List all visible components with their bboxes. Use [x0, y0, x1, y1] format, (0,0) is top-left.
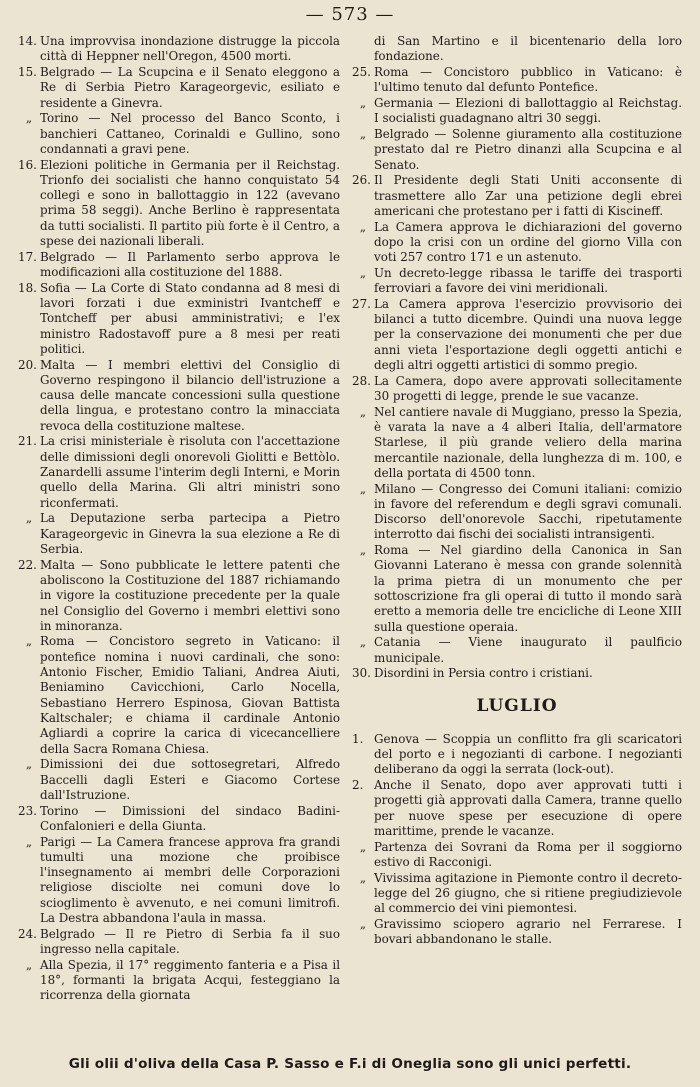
chronicle-entry: [352, 127, 682, 173]
entry-text: Germania — Elezioni di ballottaggio al Reichstag. I socialisti guadagnano altri 30 seggi.: [374, 95, 682, 126]
entry-text: Torino — Dimissioni del sindaco Badini-Confalonieri e della Giunta.: [40, 803, 340, 833]
entry-day: 15.: [18, 64, 37, 79]
entry-text: di San Martino e il bicentenario della loro fondazione.: [374, 34, 682, 64]
chronicle-entry: [352, 220, 682, 266]
entry-text: Belgrado — Il re Pietro di Serbia fa il suo ingresso nella capitale.: [40, 926, 340, 956]
chronicle-entry: [352, 482, 682, 543]
entry-text: Genova — Scoppia un conflitto fra gli scaricatori del porto e i negozianti di carbone. I negozianti deliberano da oggi la serrata (lock-out).: [374, 731, 682, 777]
entry-text: Disordini in Persia contro i cristiani.: [374, 666, 593, 681]
entry-text: La Camera approva l'esercizio provvisorio dei bilanci a tutto dicembre. Quindi una nuova legge per la conservazione dei monumenti che per due anni vieta l'esportazione degli oggetti antichi e degli altri oggetti artistici di sommo pregio.: [374, 296, 682, 372]
entry-text: Una improvvisa inondazione distrugge la piccola città di Heppner nell'Oregon, 4500 morti.: [40, 34, 340, 64]
entry-text: La Camera, dopo avere approvati sollecitamente 30 progetti di legge, prende le sue vacanze.: [374, 373, 682, 403]
chronicle-entry: [18, 927, 340, 958]
chronicle-entry: [352, 65, 682, 96]
chronicle-entry: [18, 281, 340, 357]
entry-day: 17.: [18, 249, 37, 264]
entry-text: Belgrado — La Scupcina e il Senato eleggono a Re di Serbia Pietro Karageorgevic, esiliato e residente a Ginevra.: [40, 64, 340, 110]
entry-day-ditto: „: [25, 957, 33, 972]
entry-day-ditto: „: [359, 265, 367, 280]
entry-text: Belgrado — Il Parlamento serbo approva le modificazioni alla costituzione del 1888.: [40, 249, 340, 280]
entry-day: 1.: [352, 731, 364, 746]
chronicle-entry: [352, 96, 682, 127]
entry-day-ditto: „: [25, 757, 33, 772]
entry-text: Roma — Nel giardino della Canonica in San Giovanni Laterano è messa con grande solennità la prima pietra di un monumento che per sottoscrizione fra gli operai di tutto il mondo sarà eretto a memoria delle tre encicliche di Leone XIII sulla questione operaia.: [374, 543, 682, 634]
chronicle-entry: [18, 111, 340, 157]
entry-day: 2.: [352, 778, 364, 793]
entry-day-ditto: „: [359, 543, 367, 558]
chronicle-entry: [18, 434, 340, 510]
entry-text: Malta — Sono pubblicate le lettere patenti che aboliscono la Costituzione del 1887 richiamando in vigore la costituzione precedente per la quale nel Consiglio del Governo i membri elettivi sono in minoranza.: [40, 557, 340, 633]
chronicle-entry-continued: [352, 34, 682, 65]
chronicle-entry: [352, 173, 682, 219]
entry-text: La Camera approva le dichiarazioni del governo dopo la crisi con un ordine del giorno Villa con voti 257 contro 171 e un astenuto.: [374, 219, 682, 265]
entry-day: 20.: [18, 357, 37, 372]
entry-day-ditto: „: [25, 511, 33, 526]
entry-day: 23.: [18, 803, 37, 818]
entry-text: La Deputazione serba partecipa a Pietro Karageorgevic in Ginevra la sua elezione a Re di Serbia.: [40, 511, 340, 556]
chronicle-entry: [352, 297, 682, 373]
chronicle-entry: [18, 250, 340, 281]
chronicle-entry: [18, 34, 340, 65]
entry-text: Catania — Viene inaugurato il paulficio municipale.: [374, 635, 682, 665]
chronicle-entry: [18, 835, 340, 927]
entry-day-ditto: „: [359, 870, 367, 885]
entry-text: Vivissima agitazione in Piemonte contro il decreto-legge del 26 giugno, che si ritiene pregiudizievole al commercio dei vini piemontesi.: [374, 870, 682, 916]
entry-text: La crisi ministeriale è risoluta con l'accettazione delle dimissioni degli onorevoli Giolitti e Bettòlo. Zanardelli assume l'interim degli Interni, e Morin quello della Marina. Gli altri ministri sono riconfermati.: [40, 434, 340, 510]
entry-day-ditto: „: [359, 126, 367, 141]
entry-day-ditto: „: [359, 839, 367, 854]
entry-text: Roma — Concistoro pubblico in Vaticano: è l'ultimo tenuto dal defunto Pontefice.: [374, 64, 682, 95]
chronicle-entry: [18, 558, 340, 634]
entry-day: 30.: [352, 666, 371, 681]
entry-text: Milano — Congresso dei Comuni italiani: comizio in favore del referendum e degli sgravi comunali. Discorso dell'onorevole Sacchi, ripetutamente interrotto dai fischi dei socialisti intransigenti.: [374, 481, 682, 542]
page-number: — 573 —: [305, 4, 395, 25]
chronicle-entry: [352, 666, 682, 681]
right-column: [352, 34, 682, 948]
entry-text: Torino — Nel processo del Banco Sconto, i banchieri Cattaneo, Corinaldi e Gullino, sono condannati a gravi pene.: [40, 111, 340, 156]
entry-day: 27.: [352, 296, 371, 311]
entry-day-ditto: „: [25, 111, 33, 126]
entry-text: Partenza dei Sovrani da Roma per il soggiorno estivo di Racconigi.: [374, 839, 682, 869]
entry-day: 25.: [352, 64, 371, 79]
entry-day: 24.: [18, 926, 37, 941]
chronicle-entry: [352, 635, 682, 666]
entry-text: Parigi — La Camera francese approva fra grandi tumulti una mozione che proibisce l'insegnamento ai membri delle Corporazioni religiose disciolte nei comuni dove lo scioglimento è avvenuto, e nei comuni limitrofi. La Destra abbandona l'aula in massa.: [40, 834, 340, 925]
entry-text: Alla Spezia, il 17° reggimento fanteria e a Pisa il 18°, formanti la brigata Acqui, festeggiano la ricorrenza della giornata: [40, 957, 340, 1003]
entry-day-ditto: „: [25, 834, 33, 849]
chronicle-entry: [352, 266, 682, 297]
entry-text: Belgrado — Solenne giuramento alla costituzione prestato dal re Pietro dinanzi alla Scupcina e al Senato.: [374, 126, 682, 172]
entry-day: 28.: [352, 373, 371, 388]
entry-day-ditto: „: [359, 219, 367, 234]
chronicle-entry: [352, 374, 682, 405]
entry-day-ditto: „: [359, 916, 367, 931]
chronicle-entry: [352, 732, 682, 778]
footer-advertisement: Gli olii d'oliva della Casa P. Sasso e F.i di Oneglia sono gli unici perfetti.: [68, 1056, 632, 1072]
chronicle-entry: [18, 958, 340, 1004]
entry-text: Nel cantiere navale di Muggiano, presso la Spezia, è varata la nave a 4 alberi Italia, dell'armatore Starlese, il più grande veliero della marina mercantile nazionale, della lunghezza di m. 100, e della portata di 4500 tonn.: [374, 404, 682, 480]
entry-day-ditto: „: [25, 634, 33, 649]
entry-text: Sofia — La Corte di Stato condanna ad 8 mesi di lavori forzati i due exministri Ivantcheff e Tontcheff per abusi amministrativi; e l'ex ministro Radostavoff pure a 8 mesi per reati politici.: [40, 280, 340, 356]
chronicle-entry: [352, 840, 682, 871]
entry-text: Il Presidente degli Stati Uniti acconsente di trasmettere allo Zar una petizione degli ebrei americani che protestano per i fatti di Kiscineff.: [374, 173, 682, 218]
chronicle-entry: [352, 917, 682, 948]
chronicle-entry: [18, 757, 340, 803]
chronicle-entry: [352, 405, 682, 481]
chronicle-entry: [18, 158, 340, 250]
chronicle-entry: [18, 804, 340, 835]
chronicle-entry: [18, 65, 340, 111]
entry-day-ditto: „: [359, 404, 367, 419]
entry-text: Un decreto-legge ribassa le tariffe dei trasporti ferroviari a favore dei vini meridionali.: [374, 265, 682, 296]
chronicle-entry: [352, 778, 682, 839]
entry-day: 16.: [18, 157, 37, 172]
entry-day-ditto: „: [359, 95, 367, 110]
entry-day-ditto: „: [359, 635, 367, 650]
entry-text: Gravissimo sciopero agrario nel Ferrarese. I bovari abbandonano le stalle.: [374, 916, 682, 947]
entry-day: 26.: [352, 173, 371, 188]
chronicle-entry: [18, 511, 340, 557]
entry-text: Roma — Concistoro segreto in Vaticano: il pontefice nomina i nuovi cardinali, che sono: Antonio Fischer, Emidio Taliani, Andrea Aiuti, Beniamino Cavicchioni, Carlo Nocella, Sebastiano Herrero Espinosa, Giovan Battista Kaltschaler; e chiama il cardinale Antonio Agliardi a coprire la carica di vicecancelliere della Sacra Romana Chiesa.: [40, 634, 340, 756]
entry-text: Malta — I membri elettivi del Consiglio di Governo respingono il bilancio dell'istruzione a causa delle mancate concessioni sulla questione della lingua, e protestano contro la minacciata revoca della costituzione maltese.: [40, 357, 340, 433]
chronicle-entry: [18, 634, 340, 756]
entry-day-ditto: „: [359, 481, 367, 496]
chronicle-entry: [352, 871, 682, 917]
entry-day: 21.: [18, 434, 37, 449]
entry-text: Dimissioni dei due sottosegretari, Alfredo Baccelli dagli Esteri e Giacomo Cortese dall'Istruzione.: [40, 757, 340, 802]
entry-text: Elezioni politiche in Germania per il Reichstag. Trionfo dei socialisti che hanno conquistato 54 collegi e sono in ballottaggio in 122 (avevano prima 58 seggi). Anche Berlino è rappresentata da tutti socialisti. Il partito più forte è il Centro, a spese dei nazionali liberali.: [40, 157, 340, 249]
chronicle-entry: [18, 358, 340, 434]
entry-text: Anche il Senato, dopo aver approvati tutti i progetti già approvati dalla Camera, tranne quello per nuove spese per esecuzione di opere marittime, prende le vacanze.: [374, 778, 682, 839]
entry-day: 22.: [18, 557, 37, 572]
entry-day: 18.: [18, 280, 37, 295]
section-heading-month: LUGLIO: [476, 695, 558, 716]
entry-day: 14.: [18, 34, 37, 48]
chronicle-entry: [352, 543, 682, 635]
left-column: [18, 34, 340, 1004]
